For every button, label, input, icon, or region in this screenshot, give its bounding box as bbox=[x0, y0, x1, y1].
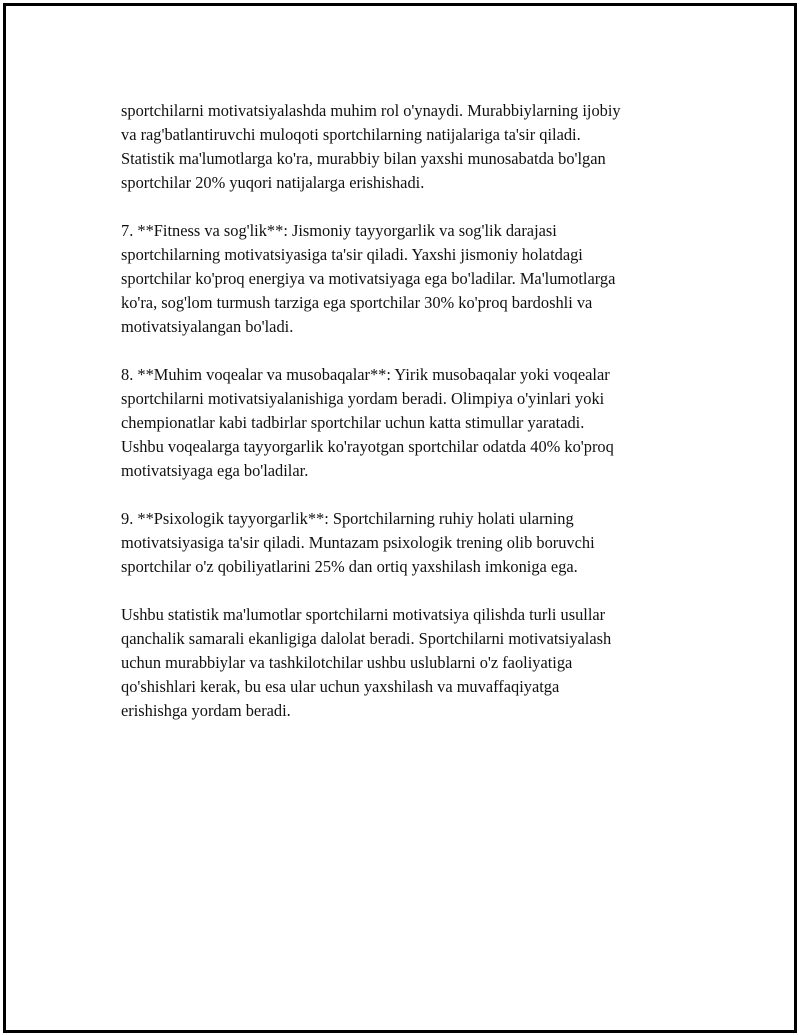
text-line: va rag'batlantiruvchi muloqoti sportchilarning natijalariga ta'sir qiladi. bbox=[121, 125, 581, 144]
text-line: Ushbu voqealarga tayyorgarlik ko'rayotgan sportchilar odatda 40% ko'proq bbox=[121, 437, 614, 456]
text-line: sportchilar ko'proq energiya va motivatsiyaga ega bo'ladilar. Ma'lumotlarga bbox=[121, 269, 616, 288]
paragraph-item-7-fitness bbox=[121, 219, 701, 339]
text-line: Ushbu statistik ma'lumotlar sportchilarni motivatsiya qilishda turli usullar bbox=[121, 605, 606, 624]
text-line: 7. **Fitness va sog'lik**: Jismoniy tayyorgarlik va sog'lik darajasi bbox=[121, 221, 557, 240]
text-line: motivatsiyaga ega bo'ladilar. bbox=[121, 461, 309, 480]
page-frame bbox=[3, 3, 797, 1033]
paragraph-item-8-events bbox=[121, 363, 701, 483]
text-line: chempionatlar kabi tadbirlar sportchilar uchun katta stimullar yaratadi. bbox=[121, 413, 585, 432]
text-line: sportchilarning motivatsiyasiga ta'sir qiladi. Yaxshi jismoniy holatdagi bbox=[121, 245, 583, 264]
text-line: motivatsiyasiga ta'sir qiladi. Muntazam psixologik trening olib boruvchi bbox=[121, 533, 595, 552]
document-body bbox=[121, 99, 701, 747]
text-line: Statistik ma'lumotlarga ko'ra, murabbiy bilan yaxshi munosabatda bo'lgan bbox=[121, 149, 606, 168]
text-line: qo'shishlari kerak, bu esa ular uchun yaxshilash va muvaffaqiyatga bbox=[121, 677, 560, 696]
paragraph-item-9-psychology bbox=[121, 507, 701, 579]
text-line: motivatsiyalangan bo'ladi. bbox=[121, 317, 294, 336]
text-line: qanchalik samarali ekanligiga dalolat beradi. Sportchilarni motivatsiyalash bbox=[121, 629, 612, 648]
paragraph-conclusion bbox=[121, 603, 701, 723]
paragraph-coach-communication bbox=[121, 99, 701, 195]
text-line: sportchilarni motivatsiyalashda muhim rol o'ynaydi. Murabbiylarning ijobiy bbox=[121, 101, 621, 120]
text-line: 8. **Muhim voqealar va musobaqalar**: Yirik musobaqalar yoki voqealar bbox=[121, 365, 610, 384]
text-line: erishishga yordam beradi. bbox=[121, 701, 291, 720]
text-line: 9. **Psixologik tayyorgarlik**: Sportchilarning ruhiy holati ularning bbox=[121, 509, 574, 528]
text-line: uchun murabbiylar va tashkilotchilar ushbu uslublarni o'z faoliyatiga bbox=[121, 653, 573, 672]
text-line: sportchilar o'z qobiliyatlarini 25% dan ortiq yaxshilash imkoniga ega. bbox=[121, 557, 578, 576]
text-line: sportchilar 20% yuqori natijalarga erishishadi. bbox=[121, 173, 425, 192]
text-line: sportchilarni motivatsiyalanishiga yordam beradi. Olimpiya o'yinlari yoki bbox=[121, 389, 605, 408]
text-line: ko'ra, sog'lom turmush tarziga ega sportchilar 30% ko'proq bardoshli va bbox=[121, 293, 593, 312]
